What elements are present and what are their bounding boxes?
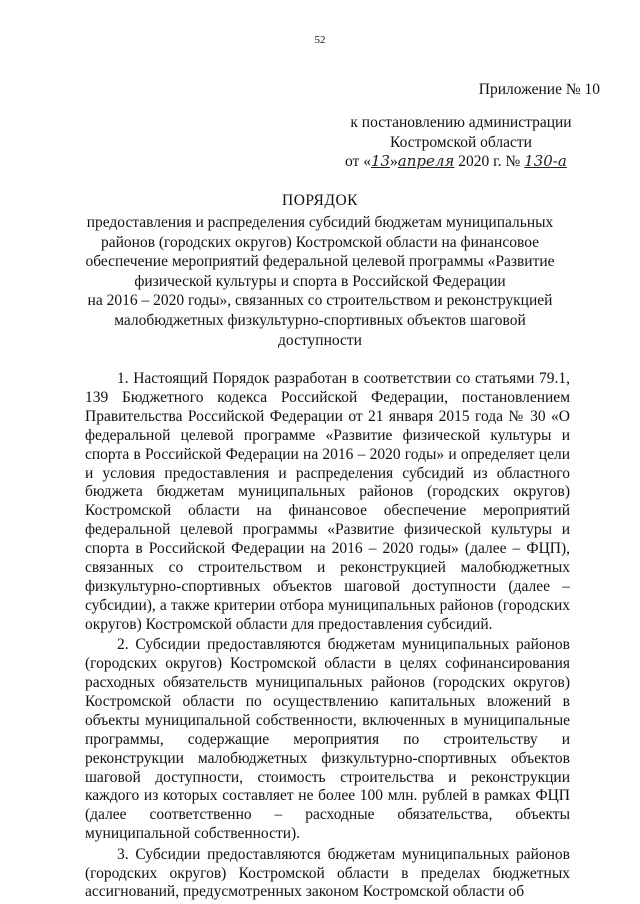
subtitle-line: доступности (278, 331, 362, 349)
date-prefix: от « (345, 153, 371, 170)
appendix-region-line: Костромской области (390, 134, 532, 151)
appendix-title: Приложение № 10 (478, 81, 600, 98)
date-year: 2020 г. № (454, 153, 525, 170)
paragraph-1: 1. Настоящий Порядок разработан в соответствии со статьями 79.1, 139 Бюджетного кодекса Российской Федерации, постановлением Правительства Российской Федерации от 21 января 2015 года № 30 «О федеральной целевой программе «Развитие физической культуры и спорта в Российской Федерации на 2016 – 2020 годы» и определяет цели и условия предоставления и распределения субсидий из областного бюджета бюджетам муниципальных районов (городских округов) Костромской области на финансовое обеспечение мероприятий федеральной целевой программы «Развитие физической культуры и спорта в Российской Федерации на 2016 – 2020 годы» (далее – ФЦП), связанных со строительством и реконструкцией малобюджетных физкультурно-спортивных объектов шаговой доступности (далее – субсидии), а также критерии отбора муниципальных районов (городских округов) Костромской области для предоставления субсидий. (85, 370, 570, 633)
subtitle-line: физической культуры и спорта в Российской Федерации (134, 272, 506, 290)
document-body (85, 370, 570, 904)
paragraph-3: 3. Субсидии предоставляются бюджетам муниципальных районов (городских округов) Костромской области в пределах бюджетных ассигнований, предусмотренных законом Костромской области об (85, 845, 570, 901)
handwritten-day: 13 (370, 152, 391, 170)
paragraph-2: 2. Субсидии предоставляются бюджетам муниципальных районов (городских округов) Костромской области в целях софинансирования расходных обязательств муниципальных районов (городских округов) Костромской области по осуществлению капитальных вложений в объекты муниципальной собственности, включенных в муниципальные программы, содержащие мероприятия по строительству и реконструкции малобюджетных физкультурно-спортивных объектов шаговой доступности, стоимость строительства и реконструкции каждого из которых составляет не более 100 млн. рублей в рамках ФЦП (далее соответственно – расходные обязательства, объекты муниципальной собственности). (85, 636, 570, 843)
date-mid: » (390, 153, 398, 170)
handwritten-month: апреля (397, 152, 455, 170)
page-number: 52 (314, 34, 326, 46)
subtitle-line: малобюджетных физкультурно-спортивных объектов шаговой (114, 311, 526, 329)
appendix-date-line (345, 151, 605, 172)
subtitle-line: обеспечение мероприятий федеральной целевой программы «Развитие (85, 253, 555, 271)
document-title: ПОРЯДОК (282, 192, 358, 209)
handwritten-number: 130-а (524, 152, 567, 170)
subtitle-line: на 2016 – 2020 годы», связанных со строительством и реконструкцией (87, 292, 553, 310)
subtitle-line: предоставления и распределения субсидий бюджетам муниципальных (86, 214, 554, 231)
document-subtitle (80, 213, 560, 350)
appendix-resolution-line: к постановлению администрации (350, 114, 572, 131)
subtitle-line: районов (городских округов) Костромской области на финансовое (100, 233, 540, 251)
